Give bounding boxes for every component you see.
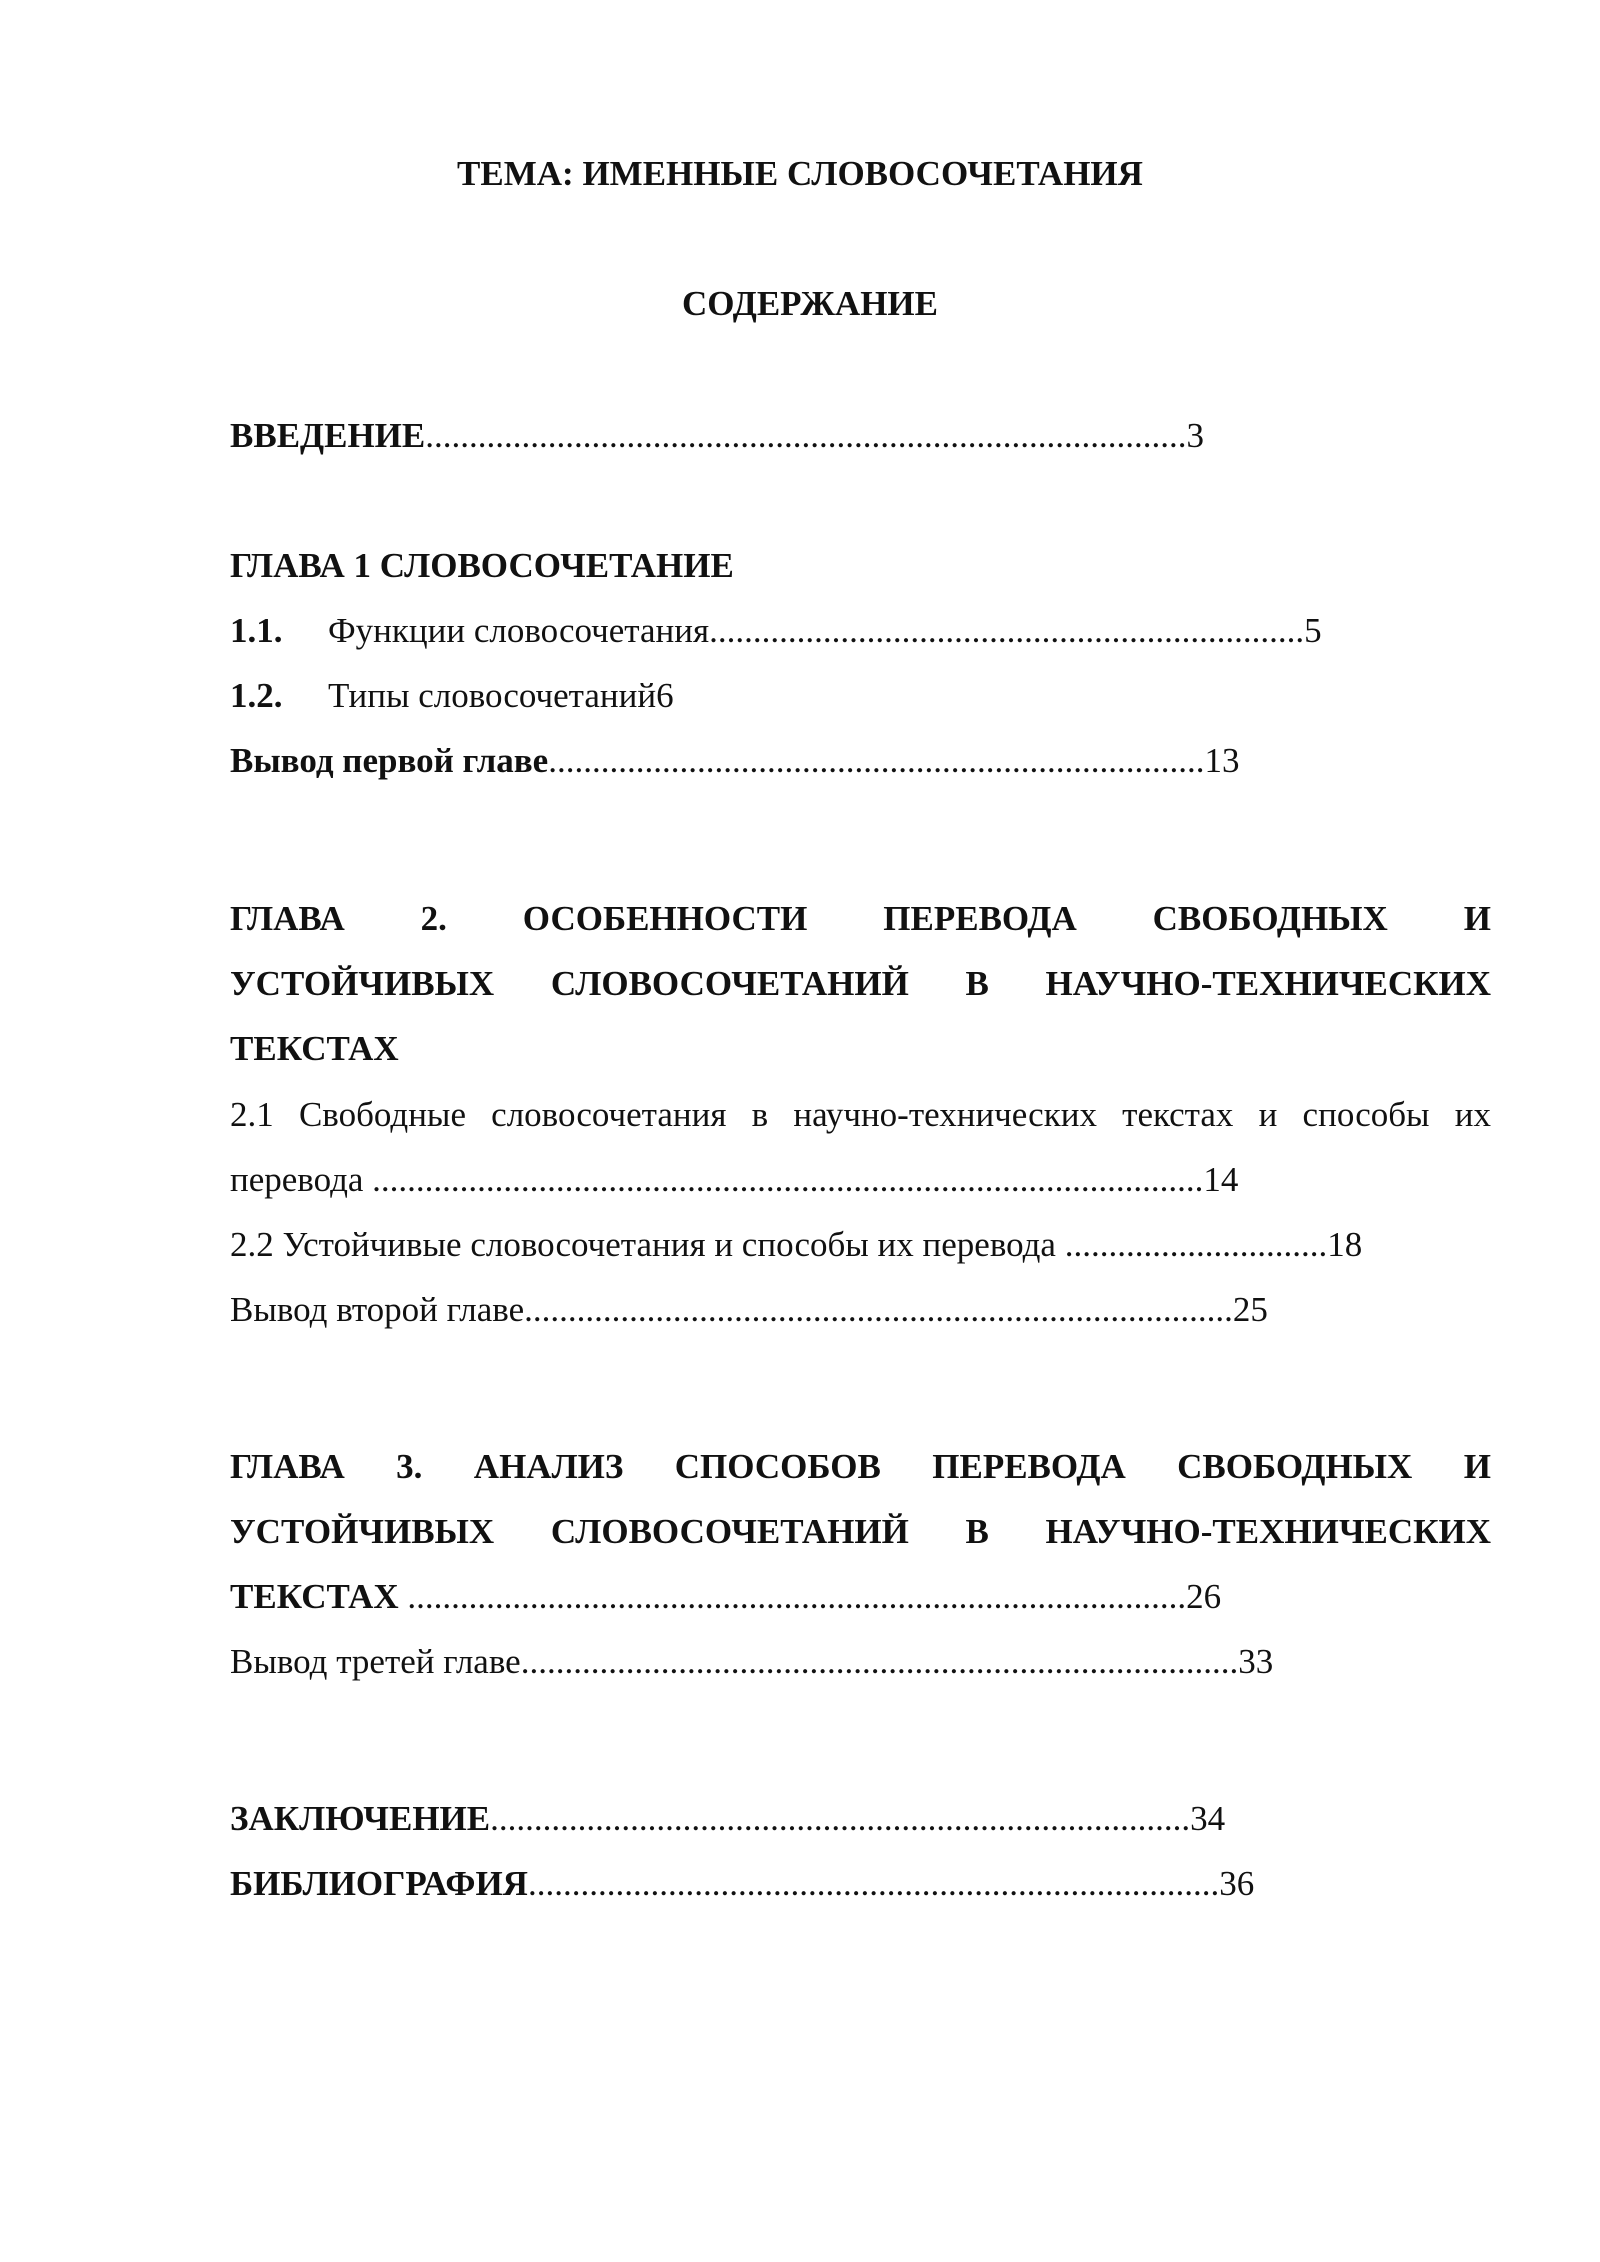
- chapter3-heading-line1: [230, 1445, 1491, 1489]
- heading-word: УСТОЙЧИВЫХ: [230, 964, 495, 1003]
- heading-word: ГЛАВА: [230, 1447, 345, 1486]
- heading-word: В: [965, 1512, 989, 1551]
- toc-entry-2-1-line2: [230, 1158, 1238, 1202]
- toc-entry-title: Функции словосочетания: [328, 611, 710, 650]
- heading-word: СПОСОБОВ: [674, 1447, 881, 1486]
- heading-word: И: [1463, 1447, 1491, 1486]
- toc-page-number: 3: [1186, 416, 1205, 455]
- heading-word: ПЕРЕВОДА: [883, 899, 1077, 938]
- toc-entry-intro-title: ВВЕДЕНИЕ: [230, 416, 426, 455]
- toc-entry-title: Вывод третей главе: [230, 1642, 521, 1681]
- toc-page-number: 18: [1327, 1225, 1363, 1264]
- toc-leader-dots: .......................................................................................: [425, 416, 1187, 455]
- toc-leader-dots: ...............................................................................................: [372, 1160, 1204, 1199]
- toc-entry-number: 1.2.: [230, 676, 283, 715]
- toc-entry-title: Вывод первой главе: [230, 741, 549, 780]
- toc-page-number: 25: [1232, 1290, 1268, 1329]
- toc-page-number: 13: [1204, 741, 1240, 780]
- toc-page-number: 6: [656, 676, 674, 715]
- toc-leader-dots: ....................................................................: [709, 611, 1305, 650]
- toc-page-number: 26: [1186, 1577, 1222, 1616]
- toc-heading: СОДЕРЖАНИЕ: [681, 284, 938, 323]
- heading-word: НАУЧНО-ТЕХНИЧЕСКИХ: [1045, 1512, 1491, 1551]
- toc-leader-dots: ................................................................................: [490, 1799, 1191, 1838]
- heading-word: И: [1463, 899, 1491, 938]
- chapter2-heading-line1: [230, 897, 1491, 941]
- toc-entry-title: 2.2 Устойчивые словосочетания и способы их перевода: [230, 1225, 1065, 1264]
- toc-entry-chapter2-conclusion: [230, 1288, 1268, 1332]
- toc-entry-intro: [230, 414, 1204, 458]
- heading-word: СЛОВОСОЧЕТАНИЙ: [550, 964, 909, 1003]
- heading-word: 3.: [396, 1447, 423, 1486]
- toc-entry-conclusion: [230, 1797, 1225, 1841]
- toc-entry-bibliography: [230, 1862, 1254, 1906]
- toc-entry-number: 1.1.: [230, 611, 283, 650]
- toc-page-number: 36: [1219, 1864, 1255, 1903]
- heading-word: СВОБОДНЫХ: [1152, 899, 1388, 938]
- chapter1-heading: ГЛАВА 1 СЛОВОСОЧЕТАНИЕ: [230, 546, 734, 585]
- toc-leader-dots: .........................................................................................: [407, 1577, 1187, 1616]
- toc-entry-2-2: [230, 1223, 1362, 1267]
- toc-page-number: 33: [1238, 1642, 1274, 1681]
- heading-word: ПЕРЕВОДА: [932, 1447, 1126, 1486]
- chapter3-heading-line3: [230, 1575, 1221, 1619]
- chapter2-heading-line3: ТЕКСТАХ: [230, 1029, 399, 1068]
- toc-page-number: 5: [1304, 611, 1322, 650]
- toc-entry-1-1: [230, 609, 1322, 653]
- toc-entry-title: ЗАКЛЮЧЕНИЕ: [230, 1799, 491, 1838]
- heading-word: НАУЧНО-ТЕХНИЧЕСКИХ: [1045, 964, 1491, 1003]
- toc-entry-title: ТЕКСТАХ: [230, 1577, 408, 1616]
- toc-page-number: 34: [1190, 1799, 1226, 1838]
- chapter2-heading-line2: [230, 962, 1491, 1006]
- toc-leader-dots: .................................................................................: [524, 1290, 1233, 1329]
- toc-entry-chapter1-conclusion: [230, 739, 1239, 783]
- topic-title: ТЕМА: ИМЕННЫЕ СЛОВОСОЧЕТАНИЯ: [457, 154, 1143, 193]
- heading-word: В: [965, 964, 989, 1003]
- heading-word: СВОБОДНЫХ: [1177, 1447, 1413, 1486]
- toc-entry-chapter3-conclusion: [230, 1640, 1273, 1684]
- toc-leader-dots: ...........................................................................: [548, 741, 1205, 780]
- toc-leader-dots: ..................................................................................: [520, 1642, 1239, 1681]
- toc-entry-2-1-line1: 2.1 Свободные словосочетания в научно-технических текстах и способы их: [230, 1095, 1491, 1134]
- heading-word: ОСОБЕННОСТИ: [522, 899, 808, 938]
- toc-entry-title: БИБЛИОГРАФИЯ: [230, 1864, 528, 1903]
- toc-leader-dots: ...............................................................................: [527, 1864, 1220, 1903]
- heading-word: АНАЛИЗ: [473, 1447, 624, 1486]
- toc-entry-title: Вывод второй главе: [230, 1290, 525, 1329]
- heading-word: СЛОВОСОЧЕТАНИЙ: [550, 1512, 909, 1551]
- heading-word: УСТОЙЧИВЫХ: [230, 1512, 495, 1551]
- toc-entry-title: перевода: [230, 1160, 373, 1199]
- heading-word: 2.: [420, 899, 447, 938]
- toc-entry-1-2: [230, 674, 674, 718]
- toc-page-number: 14: [1203, 1160, 1239, 1199]
- toc-leader-dots: ..............................: [1064, 1225, 1328, 1264]
- heading-word: ГЛАВА: [230, 899, 345, 938]
- chapter3-heading-line2: [230, 1510, 1491, 1554]
- toc-entry-title: Типы словосочетаний: [328, 676, 657, 715]
